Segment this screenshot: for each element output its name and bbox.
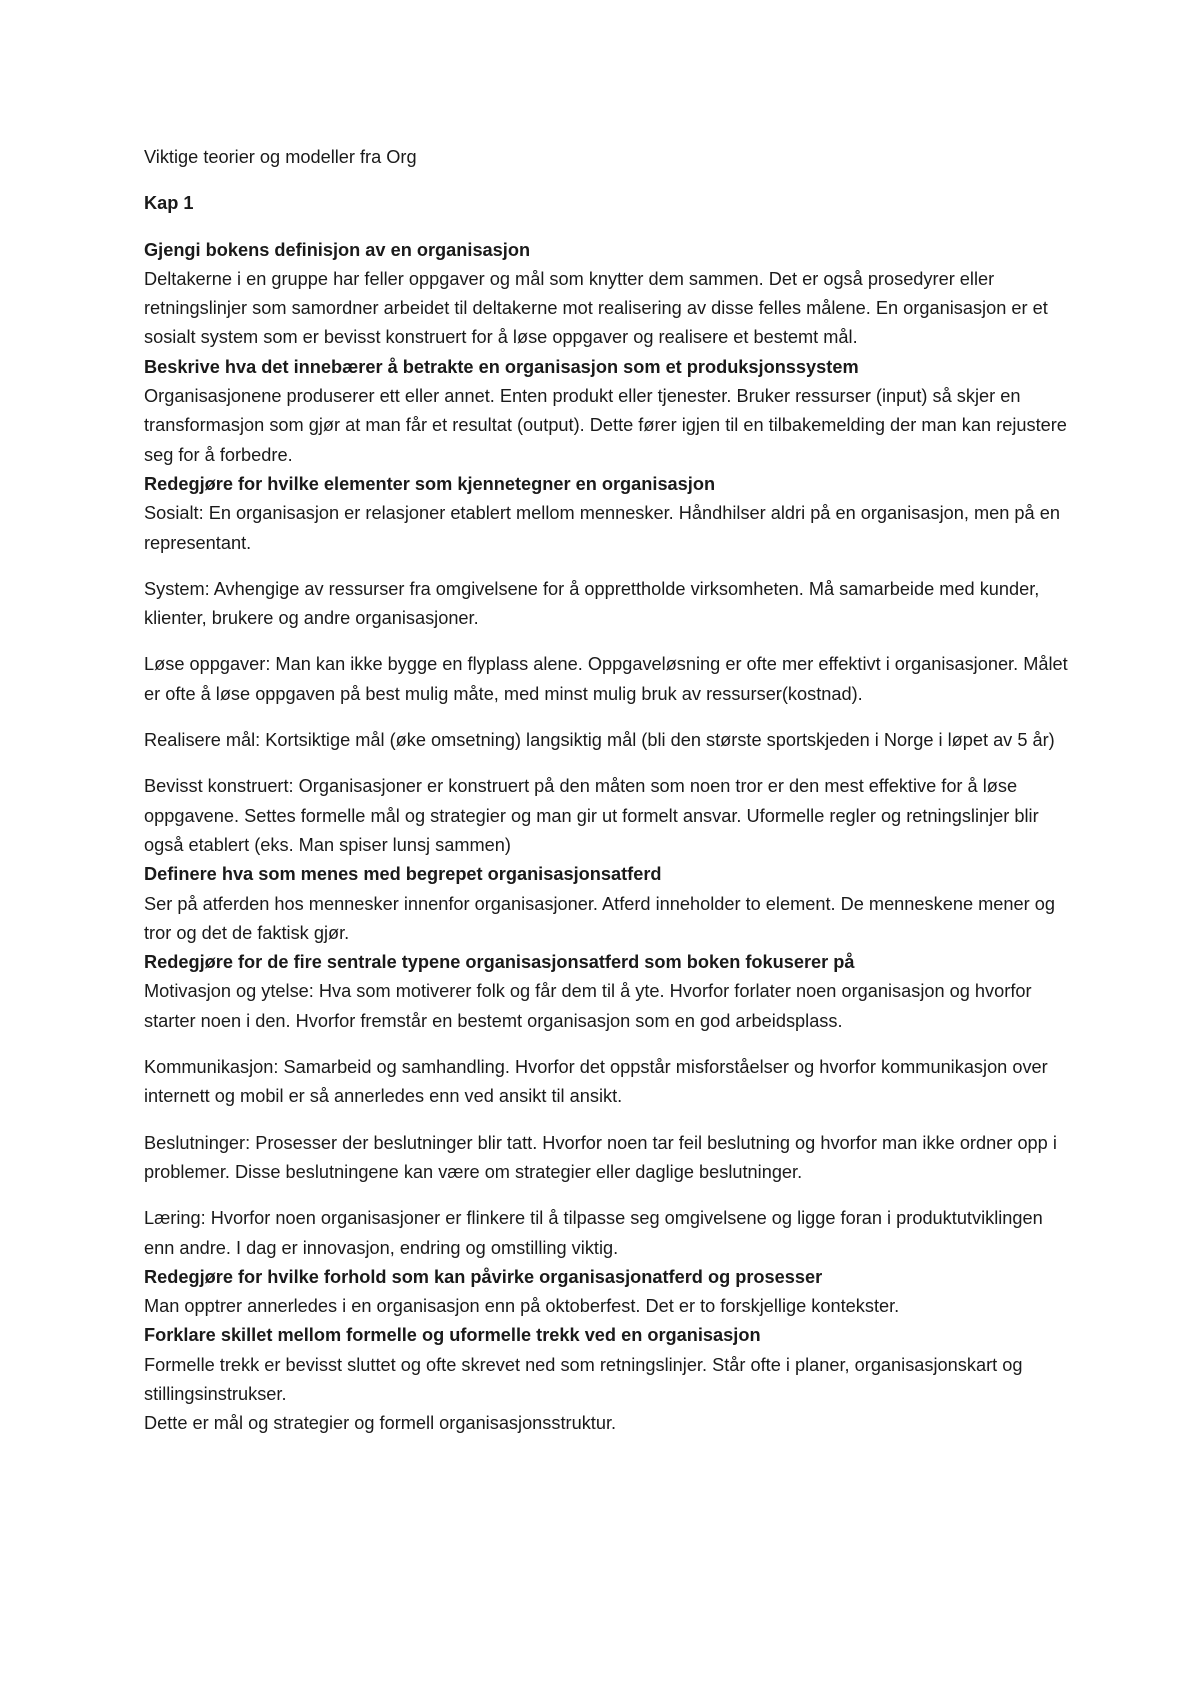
paragraph: Dette er mål og strategier og formell organisasjonsstruktur. (144, 1413, 617, 1434)
paragraph: Motivasjon og ytelse: Hva som motiverer folk og får dem til å yte. Hvorfor forlater noen organisasjon og hvorfor starter noen i den. Hvorfor fremstår en bestemt organisasjon som en god arbeidsplass. (144, 981, 1032, 1031)
section-heading: Redegjøre for de fire sentrale typene organisasjonsatferd som boken fokuserer på (144, 952, 855, 973)
chapter-heading: Kap 1 (144, 193, 194, 214)
paragraph: Man opptrer annerledes i en organisasjon enn på oktoberfest. Det er to forskjellige kontekster. (144, 1296, 900, 1317)
paragraph: Realisere mål: Kortsiktige mål (øke omsetning) langsiktig mål (bli den største sportskjeden i Norge i løpet av 5 år) (144, 730, 1055, 751)
paragraph: Bevisst konstruert: Organisasjoner er konstruert på den måten som noen tror er den mest effektive for å løse oppgavene. Settes formelle mål og strategier og man gir ut formelt ansvar. Uformelle regler og retningslinjer blir også etablert (eks. Man spiser lunsj sammen) (144, 776, 1039, 855)
section-heading: Beskrive hva det innebærer å betrakte en organisasjon som et produksjonssystem (144, 356, 859, 377)
paragraph: Læring: Hvorfor noen organisasjoner er flinkere til å tilpasse seg omgivelsene og ligge foran i produktutviklingen enn andre. I dag er innovasjon, endring og omstilling viktig. (144, 1208, 1043, 1258)
paragraph: Sosialt: En organisasjon er relasjoner etablert mellom mennesker. Håndhilser aldri på en organisasjon, men på en representant. (144, 503, 1060, 553)
section-heading: Redegjøre for hvilke elementer som kjennetegner en organisasjon (144, 473, 716, 494)
paragraph: Løse oppgaver: Man kan ikke bygge en flyplass alene. Oppgaveløsning er ofte mer effektivt i organisasjoner. Målet er ofte å løse oppgaven på best mulig måte, med minst mulig bruk av ressurser(kostnad). (144, 654, 1068, 704)
paragraph: Deltakerne i en gruppe har feller oppgaver og mål som knytter dem sammen. Det er også prosedyrer eller retningslinjer som samordner arbeidet til deltakerne mot realisering av disse felles målene. En organisasjon er et sosialt system som er bevisst konstruert for å løse oppgaver og realisere et bestemt mål. (144, 268, 1048, 348)
document-title: Viktige teorier og modeller fra Org (144, 147, 417, 167)
section-heading: Definere hva som menes med begrepet organisasjonsatferd (144, 864, 662, 885)
document-body (144, 143, 1069, 1439)
paragraph: Formelle trekk er bevisst sluttet og ofte skrevet ned som retningslinjer. Står ofte i planer, organisasjonskart og stillingsinstrukser. (144, 1354, 1023, 1404)
paragraph: Ser på atferden hos mennesker innenfor organisasjoner. Atferd inneholder to element. De menneskene mener og tror og det de faktisk gjør. (144, 893, 1055, 943)
section-heading: Forklare skillet mellom formelle og uformelle trekk ved en organisasjon (144, 1325, 761, 1346)
paragraph: Kommunikasjon: Samarbeid og samhandling. Hvorfor det oppstår misforståelser og hvorfor kommunikasjon over internett og mobil er så annerledes enn ved ansikt til ansikt. (144, 1057, 1048, 1107)
section-heading: Redegjøre for hvilke forhold som kan påvirke organisasjonatferd og prosesser (144, 1266, 823, 1287)
paragraph: System: Avhengige av ressurser fra omgivelsene for å opprettholde virksomheten. Må samarbeide med kunder, klienter, brukere og andre organisasjoner. (144, 578, 1040, 629)
paragraph: Beslutninger: Prosesser der beslutninger blir tatt. Hvorfor noen tar feil beslutning og hvorfor man ikke ordner opp i problemer. Disse beslutningene kan være om strategier eller daglige beslutninger. (144, 1132, 1057, 1182)
paragraph: Organisasjonene produserer ett eller annet. Enten produkt eller tjenester. Bruker ressurser (input) så skjer en transformasjon som gjør at man får et resultat (output). Dette fører igjen til en tilbakemelding der man kan rejustere seg for å forbedre. (144, 386, 1067, 465)
section-heading: Gjengi bokens definisjon av en organisasjon (144, 239, 531, 260)
